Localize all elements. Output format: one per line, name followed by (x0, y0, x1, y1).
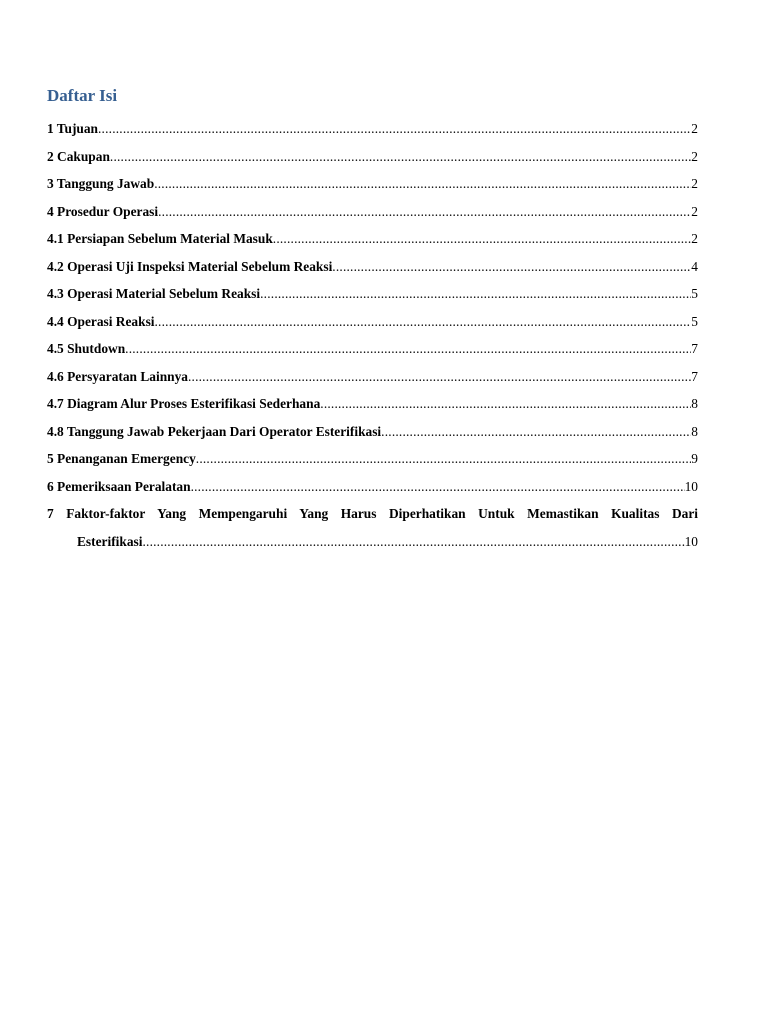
toc-page-number: 8 (691, 396, 698, 411)
toc-entry-2[interactable] (47, 143, 698, 171)
toc-entry-4-1[interactable] (47, 225, 698, 253)
toc-leader-dots (320, 390, 691, 418)
toc-entry-4-8[interactable] (47, 418, 698, 446)
toc-leader-dots (142, 528, 684, 556)
toc-leader-dots (260, 280, 691, 308)
toc-leader-dots (158, 198, 691, 226)
toc-page-number: 2 (691, 203, 698, 219)
toc-page-number: 7 (691, 341, 698, 356)
toc-entry-title: 4.6 Persyaratan Lainnya (47, 368, 188, 384)
toc-page-number: 8 (691, 423, 698, 439)
toc-entry-4[interactable] (47, 198, 698, 226)
toc-page-number: 7 (691, 368, 698, 384)
toc-leader-dots (154, 170, 691, 198)
toc-entry-1[interactable] (47, 115, 698, 143)
toc-entry-4-7[interactable] (47, 390, 698, 418)
toc-entry-title: 4.3 Operasi Material Sebelum Reaksi (47, 286, 261, 301)
toc-entry-title: 1 Tujuan (47, 121, 98, 136)
toc-entry-title: 6 Pemeriksaan Peralatan (47, 478, 191, 494)
toc-page-number: 5 (691, 286, 698, 301)
toc-page-number: 4 (691, 258, 698, 274)
toc-entry-title: 4.5 Shutdown (47, 341, 126, 356)
toc-leader-dots (98, 115, 691, 143)
toc-entry-6[interactable] (47, 473, 698, 501)
toc-leader-dots (273, 225, 692, 253)
toc-entry-title: 7 Faktor-faktor Yang Mempengaruhi Yang Harus Diperhatikan Untuk Memastikan Kualitas Dari (47, 506, 698, 521)
toc-entry-title: 4 Prosedur Operasi (47, 203, 159, 219)
toc-entry-4-4[interactable] (47, 308, 698, 336)
toc-page-number: 5 (691, 313, 698, 329)
toc-entry-title: 4.8 Tanggung Jawab Pekerjaan Dari Operator Esterifikasi (47, 423, 382, 439)
toc-page-number: 10 (684, 533, 698, 549)
toc-leader-dots (110, 143, 691, 171)
toc-entry-title: 3 Tanggung Jawab (47, 176, 155, 191)
toc-leader-dots (381, 418, 691, 446)
toc-page-number: 2 (691, 121, 698, 136)
toc-entry-title: 4.1 Persiapan Sebelum Material Masuk (47, 231, 273, 246)
toc-entry-title: 4.4 Operasi Reaksi (47, 313, 155, 329)
toc-page-number: 9 (691, 451, 698, 466)
toc-entry-title: 4.2 Operasi Uji Inspeksi Material Sebelum Reaksi (47, 258, 333, 274)
toc-leader-dots (155, 308, 692, 336)
toc-heading: Daftar Isi (47, 86, 118, 105)
toc-entry-4-6[interactable] (47, 363, 698, 391)
toc-entry-title: 5 Penanganan Emergency (47, 451, 196, 466)
toc-entry-4-5[interactable] (47, 335, 698, 363)
toc-entry-title-continued: Esterifikasi (77, 533, 143, 549)
toc-leader-dots (188, 363, 691, 391)
toc-entry-3[interactable] (47, 170, 698, 198)
toc-list (47, 115, 698, 555)
toc-entry-title: 4.7 Diagram Alur Proses Esterifikasi Sederhana (47, 396, 321, 411)
toc-entry-4-2[interactable] (47, 253, 698, 281)
toc-leader-dots (125, 335, 691, 363)
toc-leader-dots (196, 445, 692, 473)
toc-entry-7[interactable] (47, 500, 698, 555)
toc-entry-title: 2 Cakupan (47, 148, 110, 164)
toc-leader-dots (191, 473, 685, 501)
document-page (47, 84, 698, 555)
toc-leader-dots (332, 253, 691, 281)
toc-page-number: 10 (684, 478, 698, 494)
toc-page-number: 2 (691, 231, 698, 246)
toc-entry-4-3[interactable] (47, 280, 698, 308)
toc-entry-5[interactable] (47, 445, 698, 473)
toc-page-number: 2 (691, 148, 698, 164)
toc-page-number: 2 (691, 176, 698, 191)
